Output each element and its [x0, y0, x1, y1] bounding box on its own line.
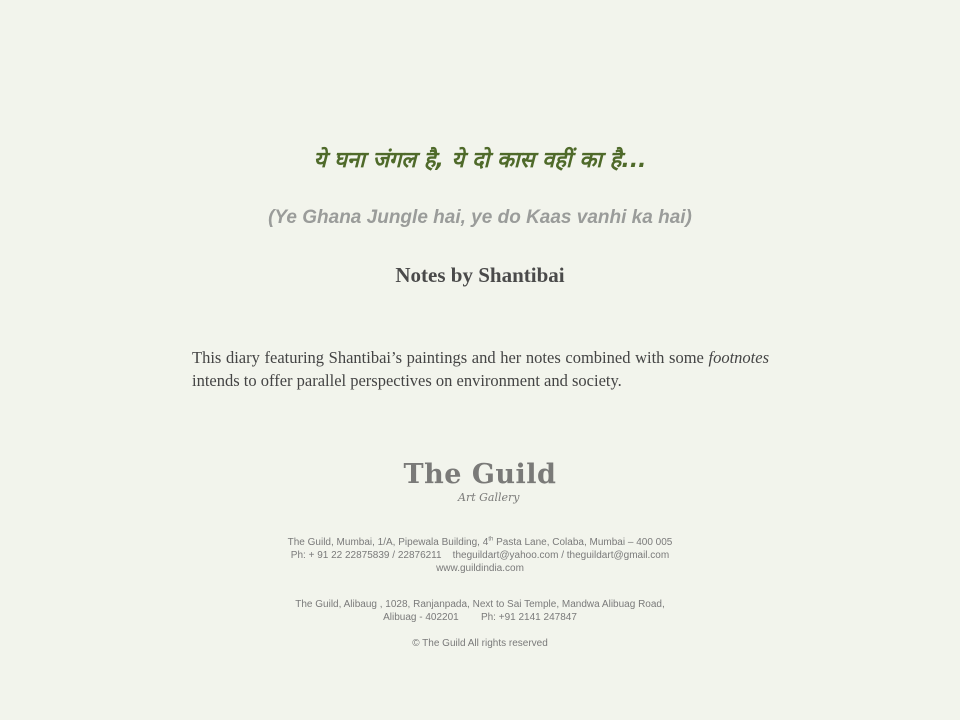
guild-logo [400, 458, 560, 514]
alibaug-address [0, 598, 960, 624]
copyright-notice: © The Guild All rights reserved [412, 638, 548, 649]
description-paragraph [192, 346, 769, 392]
mumbai-contact-line: Ph: + 91 22 22875839 / 22876211 theguildart@yahoo.com / theguildart@gmail.com [290, 550, 670, 561]
mumbai-address [0, 536, 960, 575]
website-link[interactable]: www.guildindia.com [436, 563, 524, 574]
mumbai-address-line-1 [0, 536, 960, 549]
transliteration-subtitle: (Ye Ghana Jungle hai, ye do Kaas vanhi ka hai) [268, 207, 692, 228]
alibaug-address-line-1: The Guild, Alibaug , 1028, Ranjanpada, Next to Sai Temple, Mandwa Alibuag Road, [295, 599, 665, 610]
author-heading: Notes by Shantibai [395, 263, 565, 287]
description-emphasis: footnotes [708, 348, 769, 367]
mumbai-address-line-1-sup: th [488, 536, 494, 543]
mumbai-address-line-1-post: Pasta Lane, Colaba, Mumbai – 400 005 [493, 537, 673, 548]
logo-main-text: The Guild [403, 459, 557, 490]
mumbai-address-line-1-pre: The Guild, Mumbai, 1/A, Pipewala Building, 4 [287, 537, 489, 548]
description-text-2: intends to offer parallel perspectives on environment and society. [192, 371, 622, 390]
description-text-1: This diary featuring Shantibai’s paintings and her notes combined with some [192, 348, 709, 367]
alibaug-address-line-2: Alibuag - 402201 Ph: +91 2141 247847 [383, 612, 577, 623]
hindi-title: ये घना जंगल है, ये दो कास वहीं का है... [313, 148, 647, 173]
logo-sub-text: Art Gallery [458, 491, 520, 504]
